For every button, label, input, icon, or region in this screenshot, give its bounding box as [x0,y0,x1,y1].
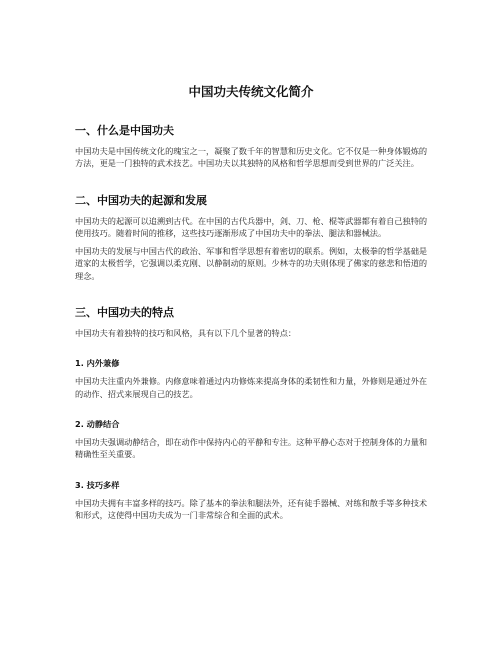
section-heading: 一、什么是中国功夫 [75,124,174,137]
section-origin-development [75,194,430,282]
section-what-is-kungfu [75,124,430,170]
document-body [75,124,430,527]
section-heading: 二、中国功夫的起源和发展 [75,193,207,207]
paragraph: 中国功夫的发展与中国古代的政治、军事和哲学思想有着密切的联系。例如，太极拳的哲学基础是道家的太极哲学，它强调以柔克刚、以静制动的原则。少林寺的功夫则体现了佛家的慈悲和悟道的理念。 [75,246,428,281]
subsection-motion-stillness [75,418,430,461]
paragraph: 中国功夫的起源可以追溯到古代。在中国的古代兵器中，剑、刀、枪、棍等武器都有着自己独特的使用技巧。随着时间的推移，这些技巧逐渐形成了中国功夫中的拳法、腿法和器械法。 [75,215,428,238]
subsection-heading: 3. 技巧多样 [75,479,120,490]
section-characteristics [75,306,430,521]
paragraph: 中国功夫是中国传统文化的瑰宝之一，凝聚了数千年的智慧和历史文化。它不仅是一种身体锻炼的方法，更是一门独特的武术技艺。中国功夫以其独特的风格和哲学思想而受到世界的广泛关注。 [75,146,428,169]
subsection-heading: 1. 内外兼修 [75,358,120,369]
subsection-diverse-techniques [75,479,430,522]
paragraph: 中国功夫拥有丰富多样的技巧。除了基本的拳法和腿法外，还有徒手器械、对练和散手等多种技术和形式，这使得中国功夫成为一门非常综合和全面的武术。 [75,497,428,520]
paragraph: 中国功夫注重内外兼修。内修意味着通过内功修炼来提高身体的柔韧性和力量，外修则是通过外在的动作、招式来展现自己的技艺。 [75,376,428,399]
paragraph: 中国功夫有着独特的技巧和风格，具有以下几个显著的特点： [75,328,297,339]
subsection-heading: 2. 动静结合 [75,418,120,429]
document-title: 中国功夫传统文化简介 [188,84,314,99]
section-heading: 三、中国功夫的特点 [75,306,174,320]
subsection-internal-external [75,357,430,400]
paragraph: 中国功夫强调动静结合，即在动作中保持内心的平静和专注。这种平静心态对于控制身体的力量和精确性至关重要。 [75,436,428,460]
